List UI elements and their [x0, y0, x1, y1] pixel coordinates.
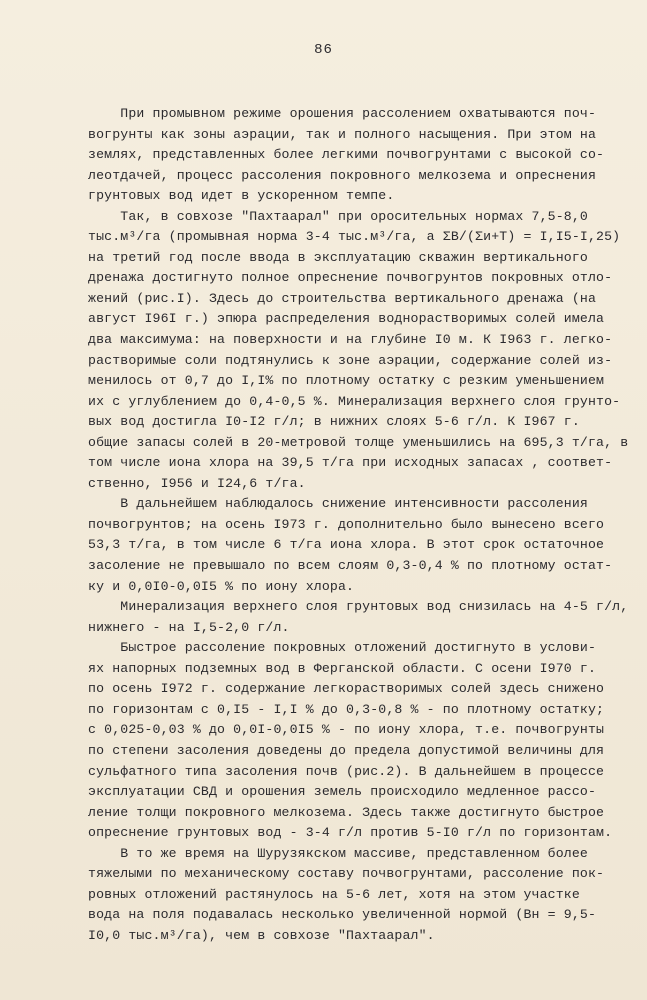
text-line: том числе иона хлора на 39,5 т/га при исходных запасах , соответ-	[88, 455, 613, 471]
text-line: засоление не превышало по всем слоям 0,3-0,4 % по плотному остат-	[88, 558, 613, 574]
text-line: I0,0 тыс.м³/га), чем в совхозе "Пахтаарал".	[88, 927, 435, 943]
text-line: по осень I972 г. содержание легкорастворимых солей здесь снижено	[88, 681, 605, 697]
text-line: Быстрое рассоление покровных отложений достигнуто в услови-	[88, 640, 597, 656]
text-line: нижнего - на I,5-2,0 г/л.	[88, 619, 290, 635]
text-line: ровных отложений растянулось на 5-6 лет, хотя на этом участке	[88, 886, 580, 902]
text-line: по горизонтам с 0,I5 - I,I % до 0,3-0,8 % - по плотному остатку;	[88, 701, 605, 717]
text-line: опреснение грунтовых вод - 3-4 г/л против 5-I0 г/л по горизонтам.	[88, 825, 613, 841]
text-line: В дальнейшем наблюдалось снижение интенсивности рассоления	[88, 496, 588, 512]
body-text	[88, 104, 633, 946]
text-line: почвогрунтов; на осень I973 г. дополнительно было вынесено всего	[88, 516, 605, 532]
text-line: ственно, I956 и I24,6 т/га.	[88, 475, 306, 491]
text-line: дренажа достигнуто полное опреснение почвогрунтов покровных отло-	[88, 270, 613, 286]
text-line: два максимума: на поверхности и на глубине I0 м. К I963 г. легко-	[88, 332, 613, 348]
text-line: тяжелыми по механическому составу почвогрунтами, рассоление пок-	[88, 866, 605, 882]
text-line: вода на поля подавалась несколько увеличенной нормой (Вн = 9,5-	[88, 907, 597, 923]
text-line: Так, в совхозе "Пахтаарал" при оросительных нормах 7,5-8,0	[88, 208, 588, 224]
text-line: эксплуатации СВД и орошения земель происходило медленное рассо-	[88, 784, 597, 800]
text-line: сульфатного типа засоления почв (рис.2). В дальнейшем в процессе	[88, 763, 605, 779]
text-line: В то же время на Шурузякском массиве, представленном более	[88, 845, 588, 861]
text-line: 53,3 т/га, в том числе 6 т/га иона хлора. В этот срок остаточное	[88, 537, 605, 553]
text-line: растворимые соли подтянулись к зоне аэрации, содержание солей из-	[88, 352, 613, 368]
text-line: тыс.м³/га (промывная норма 3-4 тыс.м³/га, а ΣВ/(Σи+T) = I,I5-I,25)	[88, 229, 621, 245]
text-line: с 0,025-0,03 % до 0,0I-0,0I5 % - по иону хлора, т.е. почвогрунты	[88, 722, 605, 738]
text-line: Минерализация верхнего слоя грунтовых вод снизилась на 4-5 г/л,	[88, 599, 629, 615]
text-line: леотдачей, процесс рассоления покровного мелкозема и опреснения	[88, 167, 597, 183]
text-line: август I96I г.) эпюра распределения воднорастворимых солей имела	[88, 311, 605, 327]
text-line: вогрунты как зоны аэрации, так и полного насыщения. При этом на	[88, 126, 597, 142]
text-line: их с углублением до 0,4-0,5 %. Минерализация верхнего слоя грунто-	[88, 393, 621, 409]
text-line: грунтовых вод идет в ускоренном темпе.	[88, 188, 395, 204]
text-line: на третий год после ввода в эксплуатацию скважин вертикального	[88, 249, 588, 265]
text-line: ку и 0,0I0-0,0I5 % по иону хлора.	[88, 578, 355, 594]
text-line: по степени засоления доведены до предела допустимой величины для	[88, 742, 605, 758]
text-line: ях напорных подземных вод в Ферганской области. С осени I970 г.	[88, 660, 597, 676]
text-line: ление толщи покровного мелкозема. Здесь также достигнуто быстрое	[88, 804, 605, 820]
text-line: менилось от 0,7 до I,I% по плотному остатку с резким уменьшением	[88, 373, 605, 389]
text-line: землях, представленных более легкими почвогрунтами с высокой со-	[88, 147, 605, 163]
text-line: общие запасы солей в 20-метровой толще уменьшились на 695,3 т/га, в	[88, 434, 629, 450]
text-line: жений (рис.I). Здесь до строительства вертикального дренажа (на	[88, 290, 597, 306]
page-number: 86	[314, 42, 333, 58]
text-line: вых вод достигла I0-I2 г/л; в нижних слоях 5-6 г/л. К I967 г.	[88, 414, 580, 430]
text-line: При промывном режиме орошения рассолением охватываются поч-	[88, 106, 597, 121]
